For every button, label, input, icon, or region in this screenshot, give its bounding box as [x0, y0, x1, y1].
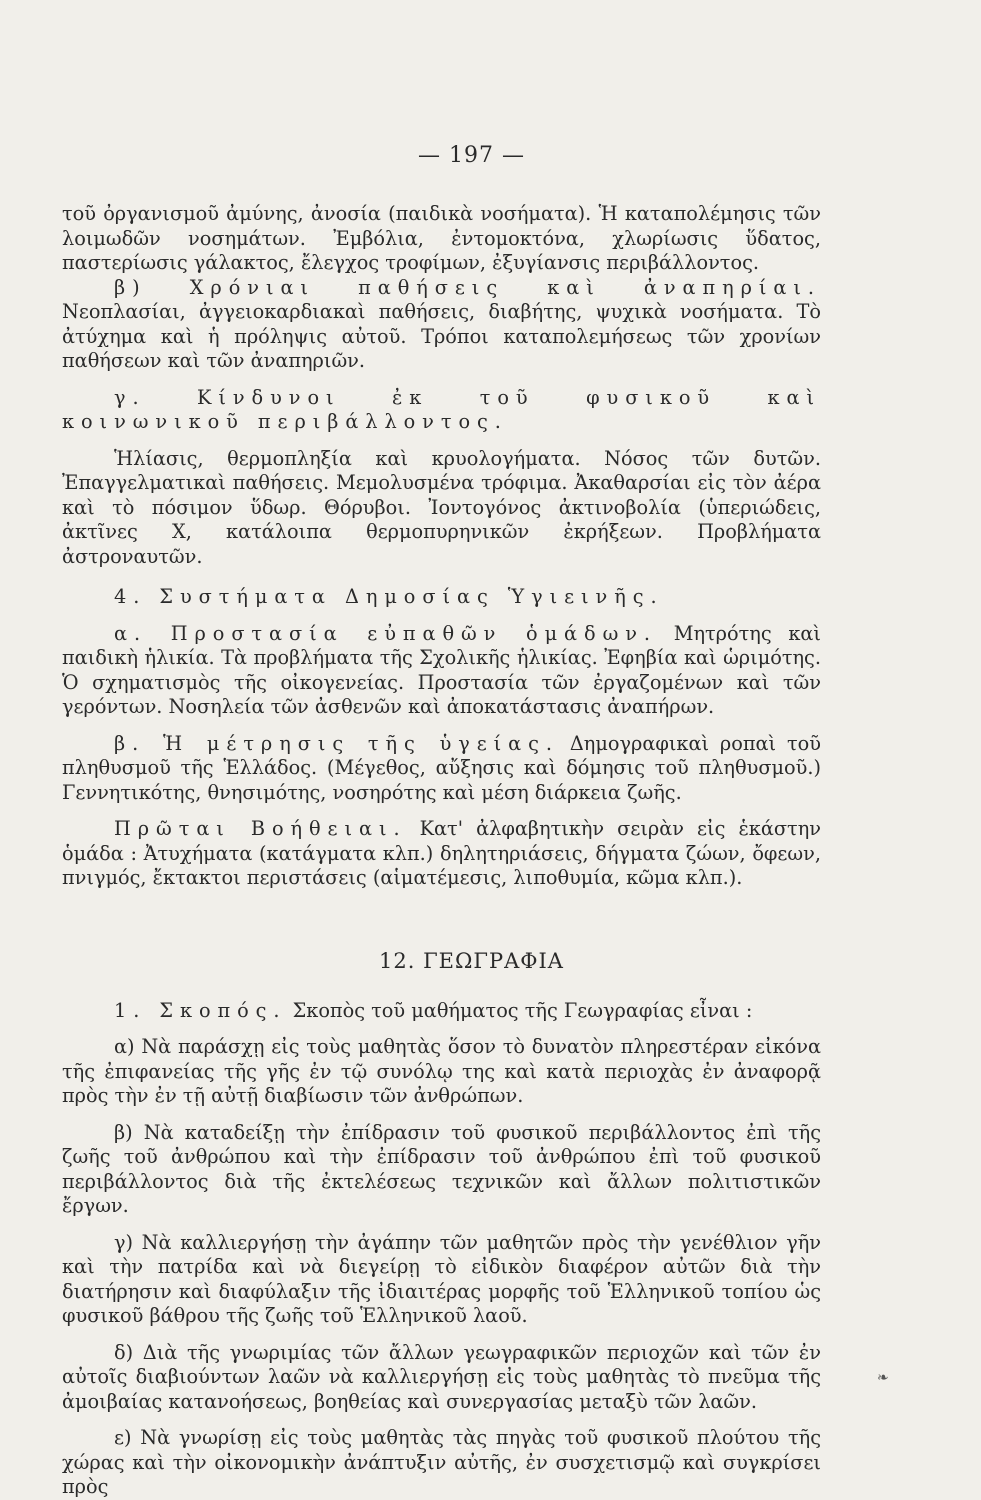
subsection-label-protection: α. Προστασία εὐπαθῶν ὁμάδων. — [114, 621, 657, 645]
chronic-diseases-text: Νεοπλασίαι, ἀγγειοκαρδιακαὶ παθήσεις, διαβήτης, ψυχικὰ νοσήματα. Τὸ ἀτύχημα καὶ ἡ πρόληψις αὐτοῦ. Τρόποι καταπολεμήσεως τῶν χρονίων παθήσεων καὶ τῶν ἀναπηριῶν. — [62, 300, 821, 372]
subsection-label-first-aid: Πρῶται Βοήθειαι. — [114, 817, 407, 840]
purpose-item-c: γ) Νὰ καλλιεργήσῃ τὴν ἀγάπην τῶν μαθητῶν πρὸς τὴν γενέθλιον γῆν καὶ τὴν πατρίδα καὶ νὰ διεγείρῃ τὸ εἰδικὸν διαφέρον αὐτῶν διὰ τὴν διατήρησιν καὶ διαφύλαξιν τῆς ἰδιαιτέρας μορφῆς τοῦ Ἑλληνικοῦ τοπίου ὡς φυσικοῦ βάθρου τῆς ζωῆς τοῦ Ἑλληνικοῦ λαοῦ. — [62, 1230, 821, 1327]
ornament-mark: ❧ — [877, 1370, 889, 1386]
subsection-label-chronic: β) Χρόνιαι παθήσεις καὶ ἀναπηρίαι. — [114, 275, 821, 299]
section-title-public-health: 4. Συστήματα Δημοσίας Ὑγιεινῆς. — [114, 585, 664, 608]
measurement-text: Δημογραφικαὶ ροπαὶ τοῦ πληθυσμοῦ τῆς Ἑλλάδος. (Μέγεθος, αὔξησις καὶ δόμησις τοῦ πληθυσμοῦ.) Γεννητικότης, θνησιμότης, νοσηρότης καὶ μέση διάρκεια ζωῆς. — [62, 731, 821, 804]
paragraph-purpose — [62, 999, 821, 1024]
page-number: — 197 — — [418, 143, 525, 168]
purpose-item-b: β) Νὰ καταδείξῃ τὴν ἐπίδρασιν τοῦ φυσικοῦ περιβάλλοντος ἐπὶ τῆς ζωῆς τοῦ ἀνθρώπου καὶ τὴν ἐπίδρασιν τοῦ ἀνθρώπου ἐπὶ τοῦ φυσικοῦ περιβάλλοντος διὰ τῆς ἐκτελέσεως τεχνικῶν καὶ ἄλλων πολιτιστικῶν ἔργων. — [62, 1120, 821, 1217]
first-aid-text: Κατ' ἀλφαβητικὴν σειρὰν εἰς ἑκάστην ὁμάδα : Ἀτυχήματα (κατάγματα κλπ.) δηλητηριάσεις, δήγματα ζώων, ὄφεων, πνιγμός, ἔκτακτοι περιστάσεις (αἱματέμεσις, λιποθυμία, κῶμα κλπ.). — [62, 817, 821, 889]
purpose-item-a: α) Νὰ παράσχῃ εἰς τοὺς μαθητὰς ὅσον τὸ δυνατὸν πληρεστέραν εἰκόνα τῆς ἐπιφανείας τῆς γῆς ἐν τῷ συνόλῳ της καὶ κατὰ περιοχὰς ἐν ἀναφορᾷ πρὸς τὴν ἐν τῇ αὐτῇ διαβίωσιν τῶν ἀνθρώπων. — [62, 1035, 821, 1107]
protection-text: Μητρότης καὶ παιδικὴ ἡλικία. Τὰ προβλήματα τῆς Σχολικῆς ἡλικίας. Ἐφηβία καὶ ὡριμότης. Ὁ σχηματισμὸς τῆς οἰκογενείας. Προστασία τῶν ἐργαζομένων καὶ τῶν γερόντων. Νοσηλεία τῶν ἀσθενῶν καὶ ἀποκατάστασις ἀναπήρων. — [62, 621, 821, 718]
paragraph-immunity: τοῦ ὀργανισμοῦ ἀμύνης, ἀνοσία (παιδικὰ νοσήματα). Ἡ καταπολέμησις τῶν λοιμωδῶν νοσημάτων. Ἐμβόλια, ἐντομοκτόνα, χλωρίωσις ὕδατος, παστερίωσις γάλακτος, ἔλεγχος τροφίμων, ἐξυγίανσις περιβάλλοντος. — [62, 202, 821, 274]
purpose-text: Σκοπὸς τοῦ μαθήματος τῆς Γεωγραφίας εἶναι : — [286, 998, 753, 1022]
subsection-label-measurement: β. Ἡ μέτρησις τῆς ὑγείας. — [114, 731, 559, 755]
paragraph-chronic-diseases — [62, 276, 821, 374]
purpose-label: 1. Σκοπός. — [114, 998, 287, 1022]
paragraph-health-measurement — [62, 732, 821, 806]
chapter-heading-geography: 12. ΓΕΩΓΡΑΦΙΑ — [379, 948, 564, 973]
paragraph-environment-hazards: Ἡλίασις, θερμοπληξία καὶ κρυολογήματα. Νόσος τῶν δυτῶν. Ἐπαγγελματικαὶ παθήσεις. Μεμολυσμένα τρόφιμα. Ἀκαθαρσίαι εἰς τὸν ἀέρα καὶ τὸ πόσιμον ὕδωρ. Θόρυβοι. Ἰοντογόνος ἀκτινοβολία (ὑπεριώδεις, ἀκτῖνες X, κατάλοιπα θερμοπυρηνικῶν ἐκρήξεων. Προβλήματα ἀστροναυτῶν. — [62, 446, 821, 568]
paragraph-first-aid — [62, 817, 821, 891]
subsection-title-environment: γ. Κίνδυνοι ἐκ τοῦ φυσικοῦ καὶ κοινωνικοῦ περιβάλλοντος. — [62, 385, 821, 433]
purpose-item-d: δ) Διὰ τῆς γνωριμίας τῶν ἄλλων γεωγραφικῶν περιοχῶν καὶ τῶν ἐν αὐτοῖς διαβιούντων λαῶν νὰ καλλιεργήσῃ εἰς τοὺς μαθητὰς τὸ πνεῦμα τῆς ἀμοιβαίας κατανοήσεως, βοηθείας καὶ συνεργασίας μεταξὺ τῶν λαῶν. — [62, 1340, 821, 1413]
paragraph-vulnerable-groups — [62, 622, 821, 720]
purpose-item-e: ε) Νὰ γνωρίσῃ εἰς τοὺς μαθητὰς τὰς πηγὰς τοῦ φυσικοῦ πλούτου τῆς χώρας καὶ τὴν οἰκονομικὴν ἀνάπτυξιν αὐτῆς, ἐν συσχετισμῷ καὶ συγκρίσει πρὸς — [62, 1426, 821, 1498]
